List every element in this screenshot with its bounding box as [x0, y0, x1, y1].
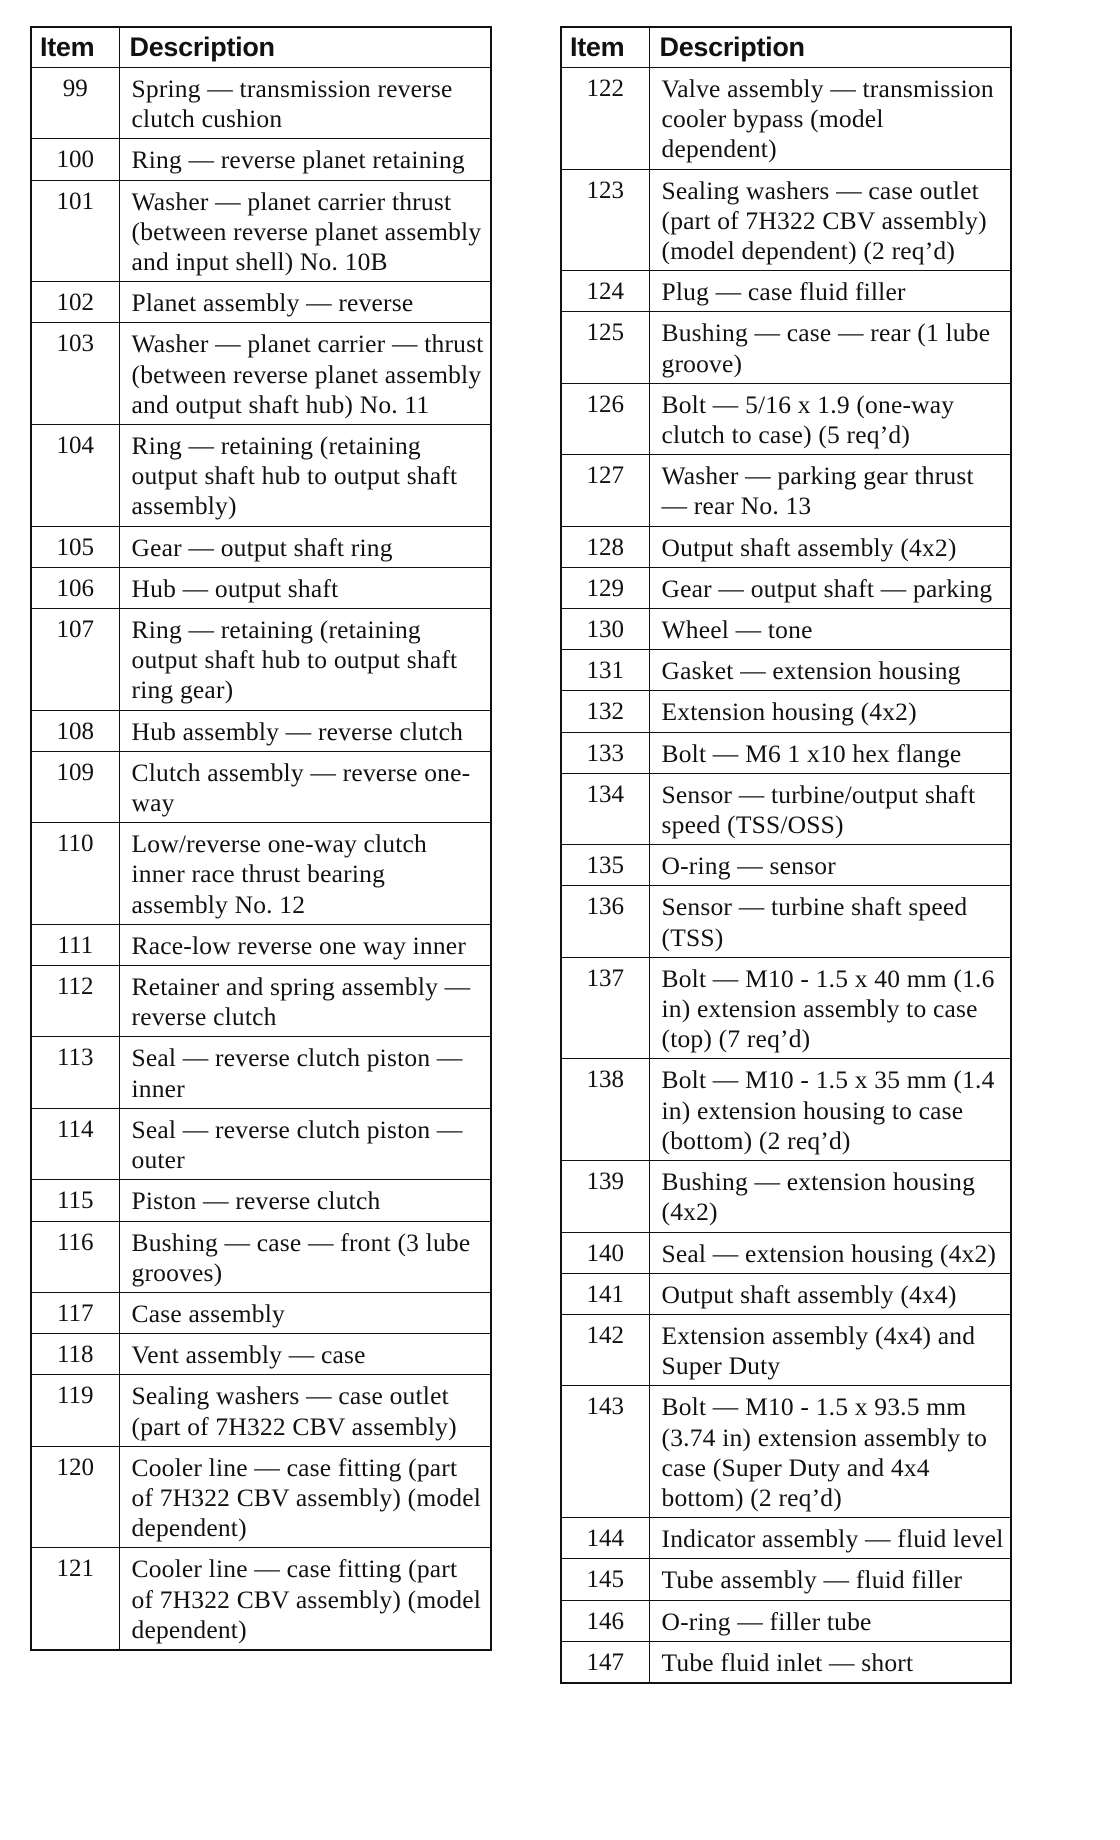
item-number: 112	[31, 966, 119, 1037]
table-header-row	[31, 27, 491, 68]
item-number: 107	[31, 609, 119, 711]
item-description: Planet assembly — reverse	[119, 282, 491, 323]
table-row	[31, 139, 491, 180]
item-description: Ring — retaining (retaining output shaft hub to output shaft assembly)	[119, 425, 491, 527]
item-description: Vent assembly — case	[119, 1334, 491, 1375]
table-row	[561, 1232, 1011, 1273]
table-row	[31, 1446, 491, 1548]
item-number: 123	[561, 169, 649, 271]
item-column-header: Item	[561, 27, 649, 68]
table-row	[561, 1314, 1011, 1385]
item-number: 104	[31, 425, 119, 527]
item-description: Bolt — M10 - 1.5 x 40 mm (1.6 in) extension assembly to case (top) (7 req’d)	[649, 957, 1011, 1059]
item-description: Sealing washers — case outlet (part of 7H322 CBV assembly) (model dependent) (2 req’d)	[649, 169, 1011, 271]
table-row	[31, 567, 491, 608]
item-description: Valve assembly — transmission cooler bypass (model dependent)	[649, 68, 1011, 170]
item-number: 129	[561, 567, 649, 608]
description-column-header: Description	[119, 27, 491, 68]
table-row	[31, 425, 491, 527]
table-row	[31, 966, 491, 1037]
item-description: Sensor — turbine/output shaft speed (TSS/OSS)	[649, 773, 1011, 844]
item-number: 138	[561, 1059, 649, 1161]
table-row	[561, 1600, 1011, 1641]
item-description: Gear — output shaft — parking	[649, 567, 1011, 608]
item-description: Tube fluid inlet — short	[649, 1641, 1011, 1683]
item-number: 124	[561, 271, 649, 312]
item-number: 117	[31, 1292, 119, 1333]
table-row	[561, 1161, 1011, 1232]
table-row	[31, 924, 491, 965]
item-number: 146	[561, 1600, 649, 1641]
item-column-header: Item	[31, 27, 119, 68]
item-number: 114	[31, 1108, 119, 1179]
item-description: Low/reverse one-way clutch inner race thrust bearing assembly No. 12	[119, 823, 491, 925]
item-number: 141	[561, 1273, 649, 1314]
item-number: 143	[561, 1386, 649, 1518]
item-number: 101	[31, 180, 119, 282]
table-row	[31, 526, 491, 567]
item-description: Washer — parking gear thrust — rear No. 13	[649, 455, 1011, 526]
table-row	[31, 1548, 491, 1650]
item-description: Bushing — case — rear (1 lube groove)	[649, 312, 1011, 383]
table-row	[561, 845, 1011, 886]
item-number: 116	[31, 1221, 119, 1292]
item-number: 127	[561, 455, 649, 526]
item-number: 122	[561, 68, 649, 170]
item-description: Seal — reverse clutch piston — inner	[119, 1037, 491, 1108]
item-number: 99	[31, 68, 119, 139]
item-description: Race-low reverse one way inner	[119, 924, 491, 965]
table-row	[561, 312, 1011, 383]
table-row	[561, 886, 1011, 957]
table-row	[561, 609, 1011, 650]
table-row	[31, 323, 491, 425]
table-row	[561, 1386, 1011, 1518]
item-number: 144	[561, 1518, 649, 1559]
item-description: Tube assembly — fluid filler	[649, 1559, 1011, 1600]
item-number: 139	[561, 1161, 649, 1232]
item-description: Case assembly	[119, 1292, 491, 1333]
item-description: Output shaft assembly (4x4)	[649, 1273, 1011, 1314]
parts-table-right	[560, 26, 1012, 1684]
item-number: 130	[561, 609, 649, 650]
table-row	[31, 710, 491, 751]
item-description: Seal — extension housing (4x2)	[649, 1232, 1011, 1273]
table-row	[561, 383, 1011, 454]
item-description: Output shaft assembly (4x2)	[649, 526, 1011, 567]
item-number: 103	[31, 323, 119, 425]
item-description: Clutch assembly — reverse one-way	[119, 751, 491, 822]
item-description: Retainer and spring assembly — reverse clutch	[119, 966, 491, 1037]
item-number: 106	[31, 567, 119, 608]
item-number: 110	[31, 823, 119, 925]
item-description: Ring — retaining (retaining output shaft hub to output shaft ring gear)	[119, 609, 491, 711]
item-number: 142	[561, 1314, 649, 1385]
table-row	[31, 823, 491, 925]
table-row	[561, 271, 1011, 312]
item-number: 131	[561, 650, 649, 691]
item-description: Bolt — M10 - 1.5 x 35 mm (1.4 in) extension housing to case (bottom) (2 req’d)	[649, 1059, 1011, 1161]
item-number: 120	[31, 1446, 119, 1548]
item-description: Ring — reverse planet retaining	[119, 139, 491, 180]
item-number: 105	[31, 526, 119, 567]
table-row	[561, 1059, 1011, 1161]
item-description: Extension assembly (4x4) and Super Duty	[649, 1314, 1011, 1385]
item-number: 134	[561, 773, 649, 844]
table-row	[561, 691, 1011, 732]
table-row	[561, 1518, 1011, 1559]
item-number: 135	[561, 845, 649, 886]
item-description: Piston — reverse clutch	[119, 1180, 491, 1221]
item-description: Seal — reverse clutch piston — outer	[119, 1108, 491, 1179]
item-description: Extension housing (4x2)	[649, 691, 1011, 732]
table-row	[561, 773, 1011, 844]
item-description: O-ring — sensor	[649, 845, 1011, 886]
table-row	[561, 1641, 1011, 1683]
table-row	[31, 751, 491, 822]
table-row	[561, 732, 1011, 773]
item-description: Gasket — extension housing	[649, 650, 1011, 691]
item-description: Plug — case fluid filler	[649, 271, 1011, 312]
item-description: Washer — planet carrier thrust (between reverse planet assembly and input shell) No. 10B	[119, 180, 491, 282]
table-row	[31, 1180, 491, 1221]
item-number: 133	[561, 732, 649, 773]
item-number: 145	[561, 1559, 649, 1600]
table-row	[561, 169, 1011, 271]
item-description: Hub assembly — reverse clutch	[119, 710, 491, 751]
table-row	[561, 526, 1011, 567]
item-description: Hub — output shaft	[119, 567, 491, 608]
table-row	[31, 1292, 491, 1333]
item-description: O-ring — filler tube	[649, 1600, 1011, 1641]
table-row	[561, 957, 1011, 1059]
item-number: 109	[31, 751, 119, 822]
item-description: Sealing washers — case outlet (part of 7H322 CBV assembly)	[119, 1375, 491, 1446]
item-description: Spring — transmission reverse clutch cushion	[119, 68, 491, 139]
item-number: 126	[561, 383, 649, 454]
table-row	[31, 1221, 491, 1292]
table-row	[31, 282, 491, 323]
item-number: 119	[31, 1375, 119, 1446]
item-description: Washer — planet carrier — thrust (between reverse planet assembly and output shaft hub) No. 11	[119, 323, 491, 425]
table-row	[31, 1375, 491, 1446]
table-header-row	[561, 27, 1011, 68]
table-row	[561, 567, 1011, 608]
item-description: Bushing — extension housing (4x2)	[649, 1161, 1011, 1232]
item-number: 102	[31, 282, 119, 323]
item-number: 136	[561, 886, 649, 957]
item-description: Bolt — M10 - 1.5 x 93.5 mm (3.74 in) extension assembly to case (Super Duty and 4x4 bottom) (2 req’d)	[649, 1386, 1011, 1518]
table-row	[561, 1273, 1011, 1314]
item-number: 100	[31, 139, 119, 180]
item-description: Sensor — turbine shaft speed (TSS)	[649, 886, 1011, 957]
item-description: Indicator assembly — fluid level	[649, 1518, 1011, 1559]
item-number: 111	[31, 924, 119, 965]
item-description: Gear — output shaft ring	[119, 526, 491, 567]
table-row	[31, 1037, 491, 1108]
table-row	[31, 609, 491, 711]
item-number: 115	[31, 1180, 119, 1221]
table-row	[31, 68, 491, 139]
item-description: Bushing — case — front (3 lube grooves)	[119, 1221, 491, 1292]
item-number: 132	[561, 691, 649, 732]
item-number: 147	[561, 1641, 649, 1683]
item-number: 113	[31, 1037, 119, 1108]
item-description: Bolt — M6 1 x10 hex flange	[649, 732, 1011, 773]
item-number: 108	[31, 710, 119, 751]
item-description: Wheel — tone	[649, 609, 1011, 650]
table-row	[561, 68, 1011, 170]
parts-table-left	[30, 26, 492, 1651]
table-row	[31, 180, 491, 282]
table-row	[561, 650, 1011, 691]
item-number: 137	[561, 957, 649, 1059]
item-number: 125	[561, 312, 649, 383]
table-row	[31, 1108, 491, 1179]
table-row	[561, 455, 1011, 526]
item-description: Bolt — 5/16 x 1.9 (one-way clutch to case) (5 req’d)	[649, 383, 1011, 454]
item-number: 121	[31, 1548, 119, 1650]
table-row	[561, 1559, 1011, 1600]
item-number: 140	[561, 1232, 649, 1273]
item-description: Cooler line — case fitting (part of 7H322 CBV assembly) (model dependent)	[119, 1446, 491, 1548]
item-number: 128	[561, 526, 649, 567]
item-description: Cooler line — case fitting (part of 7H322 CBV assembly) (model dependent)	[119, 1548, 491, 1650]
table-row	[31, 1334, 491, 1375]
description-column-header: Description	[649, 27, 1011, 68]
item-number: 118	[31, 1334, 119, 1375]
